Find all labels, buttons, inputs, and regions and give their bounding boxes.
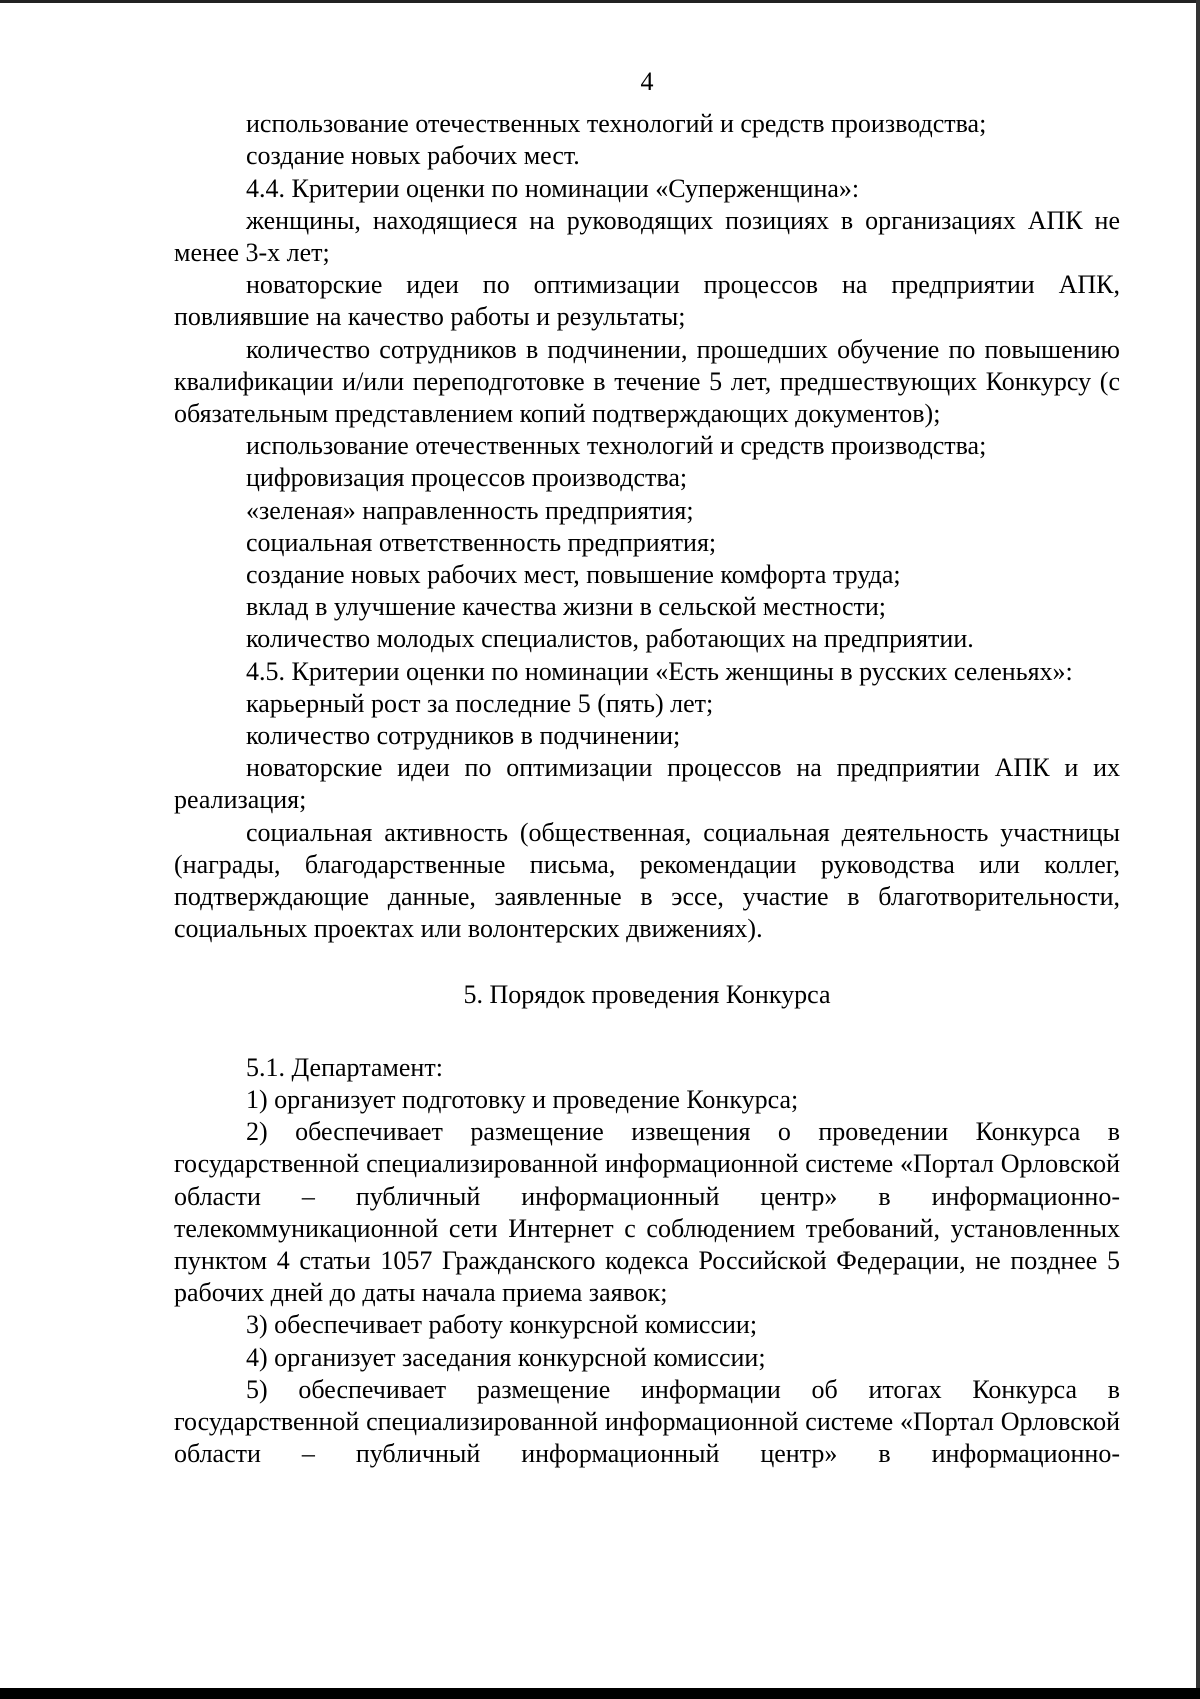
paragraph: 4.4. Критерии оценки по номинации «Суперженщина»: [246, 173, 860, 203]
page-number: 4 [640, 67, 654, 96]
paragraph: новаторские идеи по оптимизации процессов на предприятии АПК и их реализация; [174, 753, 1120, 815]
paragraph: создание новых рабочих мест, повышение комфорта труда; [246, 560, 901, 590]
document-page [174, 66, 1120, 1470]
paragraph: 5.1. Департамент: [246, 1052, 443, 1082]
scan-edge-top [0, 0, 1200, 3]
paragraph: 4.5. Критерии оценки по номинации «Есть женщины в русских селеньях»: [246, 656, 1073, 686]
paragraph: 2) обеспечивает размещение извещения о проведении Конкурса в государственной специализированной информационной системе «Портал Орловской области – публичный информационный центр» в информационно-телекоммуникационной сети Интернет с соблюдением требований, установленных пунктом 4 статьи 1057 Гражданского кодекса Российской Федерации, не позднее 5 рабочих дней до даты начала приема заявок; [174, 1117, 1120, 1308]
paragraph: 4) организует заседания конкурсной комиссии; [246, 1342, 766, 1372]
paragraph: социальная активность (общественная, социальная деятельность участницы (награды, благодарственные письма, рекомендации руководства или коллег, подтверждающие данные, заявленные в эссе, участие в благотворительности, социальных проектах или волонтерских движениях). [174, 817, 1120, 944]
paragraph: новаторские идеи по оптимизации процессов на предприятии АПК, повлиявшие на качество работы и результаты; [174, 270, 1120, 332]
section-heading: 5. Порядок проведения Конкурса [463, 980, 831, 1010]
paragraph: женщины, находящиеся на руководящих позициях в организациях АПК не менее 3-х лет; [174, 205, 1120, 268]
paragraph: цифровизация процессов производства; [246, 463, 688, 493]
paragraph: «зеленая» направленность предприятия; [246, 495, 694, 525]
paragraph: создание новых рабочих мест. [246, 141, 580, 171]
paragraph: количество сотрудников в подчинении; [246, 721, 681, 751]
paragraph: вклад в улучшение качества жизни в сельской местности; [246, 592, 887, 622]
paragraph: 3) обеспечивает работу конкурсной комиссии; [246, 1310, 758, 1340]
paragraph: 5) обеспечивает размещение информации об итогах Конкурса в государственной специализированной информационной системе «Портал Орловской области – публичный информационный центр» в информационно- [174, 1374, 1120, 1469]
paragraph: социальная ответственность предприятия; [246, 527, 717, 557]
paragraph: 1) организует подготовку и проведение Конкурса; [246, 1084, 799, 1114]
paragraph: количество молодых специалистов, работающих на предприятии. [246, 624, 974, 654]
paragraph: использование отечественных технологий и средств производства; [246, 109, 987, 139]
paragraph: карьерный рост за последние 5 (пять) лет; [246, 688, 714, 718]
scan-edge-bottom [0, 1688, 1200, 1699]
paragraph: количество сотрудников в подчинении, прошедших обучение по повышению квалификации и/или переподготовке в течение 5 лет, предшествующих Конкурсу (с обязательным представлением копий подтверждающих документов); [174, 334, 1120, 429]
paragraph: использование отечественных технологий и средств производства; [246, 431, 987, 461]
scan-edge-right [1196, 0, 1200, 1699]
